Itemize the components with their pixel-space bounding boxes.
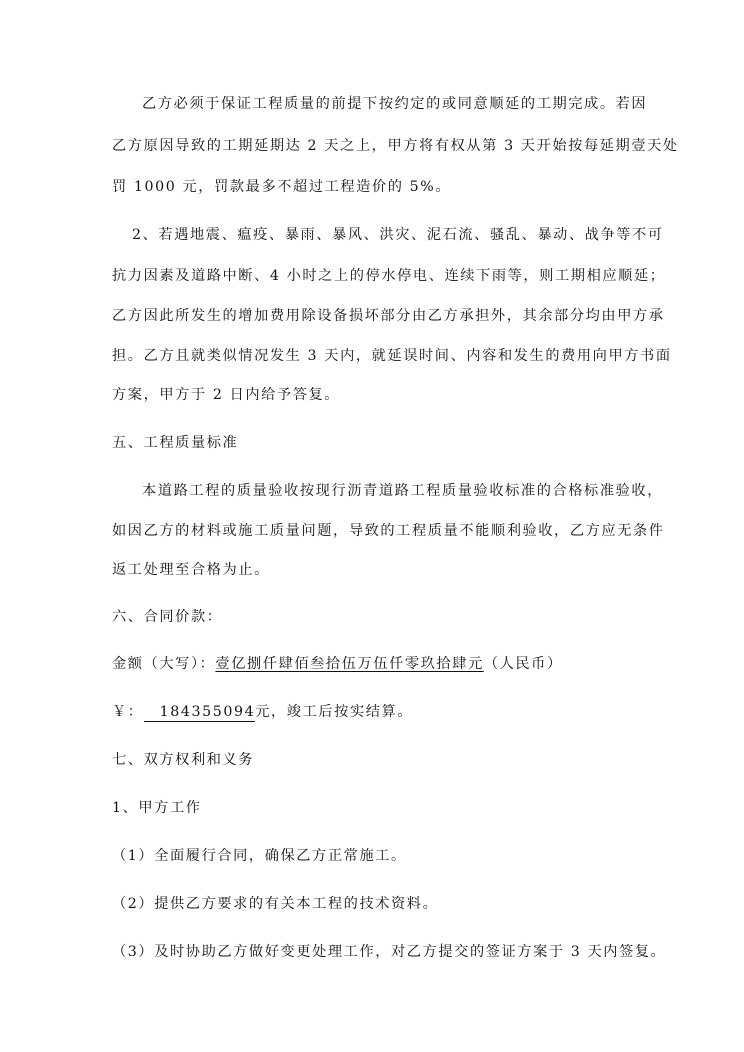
amount-in-words-value: 壹亿捌仟肆佰叁拾伍万伍仟零玖拾肆元 — [215, 656, 484, 672]
section-6-heading: 六、合同价款： — [112, 609, 223, 625]
section-5-line-1: 本道路工程的质量验收按现行沥青道路工程质量验收标准的合格标准验收， — [142, 483, 663, 499]
section-5-heading: 五、工程质量标准 — [112, 435, 239, 451]
amount-in-words-label: 金额（大写）： — [112, 656, 216, 672]
paragraph-2-line-5: 方案，甲方于 2 日内给予答复。 — [112, 387, 341, 403]
party-a-duty-3: （3）及时协助乙方做好变更处理工作，对乙方提交的签证方案于 3 天内签复。 — [112, 944, 667, 960]
party-a-duty-1: （1）全面履行合同，确保乙方正常施工。 — [112, 848, 407, 864]
section-5-line-3: 返工处理至合格为止。 — [112, 562, 270, 578]
paragraph-2-line-4: 担。乙方且就类似情况发生 3 天内，就延误时间、内容和发生的费用向甲方书面 — [112, 348, 672, 364]
amount-number-line — [112, 702, 413, 722]
paragraph-1-line-2: 乙方原因导致的工期延期达 2 天之上，甲方将有权从第 3 天开始按每延期壹天处 — [112, 138, 679, 154]
party-a-duty-2: （2）提供乙方要求的有关本工程的技术资料。 — [112, 896, 439, 912]
paragraph-2-line-2: 抗力因素及道路中断、4 小时之上的停水停电、连续下雨等，则工期相应顺延； — [112, 268, 666, 284]
paragraph-2-line-3: 乙方因此所发生的增加费用除设备损坏部分由乙方承担外，其余部分均由甲方承 — [112, 308, 665, 324]
paragraph-1-line-3: 罚 1000 元，罚款最多不超过工程造价的 5%。 — [112, 179, 452, 195]
amount-in-words-line — [112, 654, 563, 674]
paragraph-1-line-1: 乙方必须于保证工程质量的前提下按约定的或同意顺延的工期完成。若因 — [142, 96, 648, 112]
section-7-subheading-party-a: 1、甲方工作 — [112, 800, 202, 816]
paragraph-2-line-1-text: 2、若遇地震、瘟疫、暴雨、暴风、洪灾、泥石流、骚乱、暴动、战争等不可 — [132, 227, 664, 243]
paragraph-2-line-1 — [112, 225, 664, 245]
section-5-line-2: 如因乙方的材料或施工质量问题，导致的工程质量不能顺利验收，乙方应无条件 — [112, 523, 665, 539]
amount-in-words-suffix: （人民币） — [483, 656, 563, 672]
amount-number-suffix: 元，竣工后按实结算。 — [255, 704, 414, 720]
amount-number-value: 184355094 — [144, 703, 256, 722]
amount-symbol-label: ￥： — [112, 704, 144, 720]
section-7-heading: 七、双方权利和义务 — [112, 752, 255, 768]
